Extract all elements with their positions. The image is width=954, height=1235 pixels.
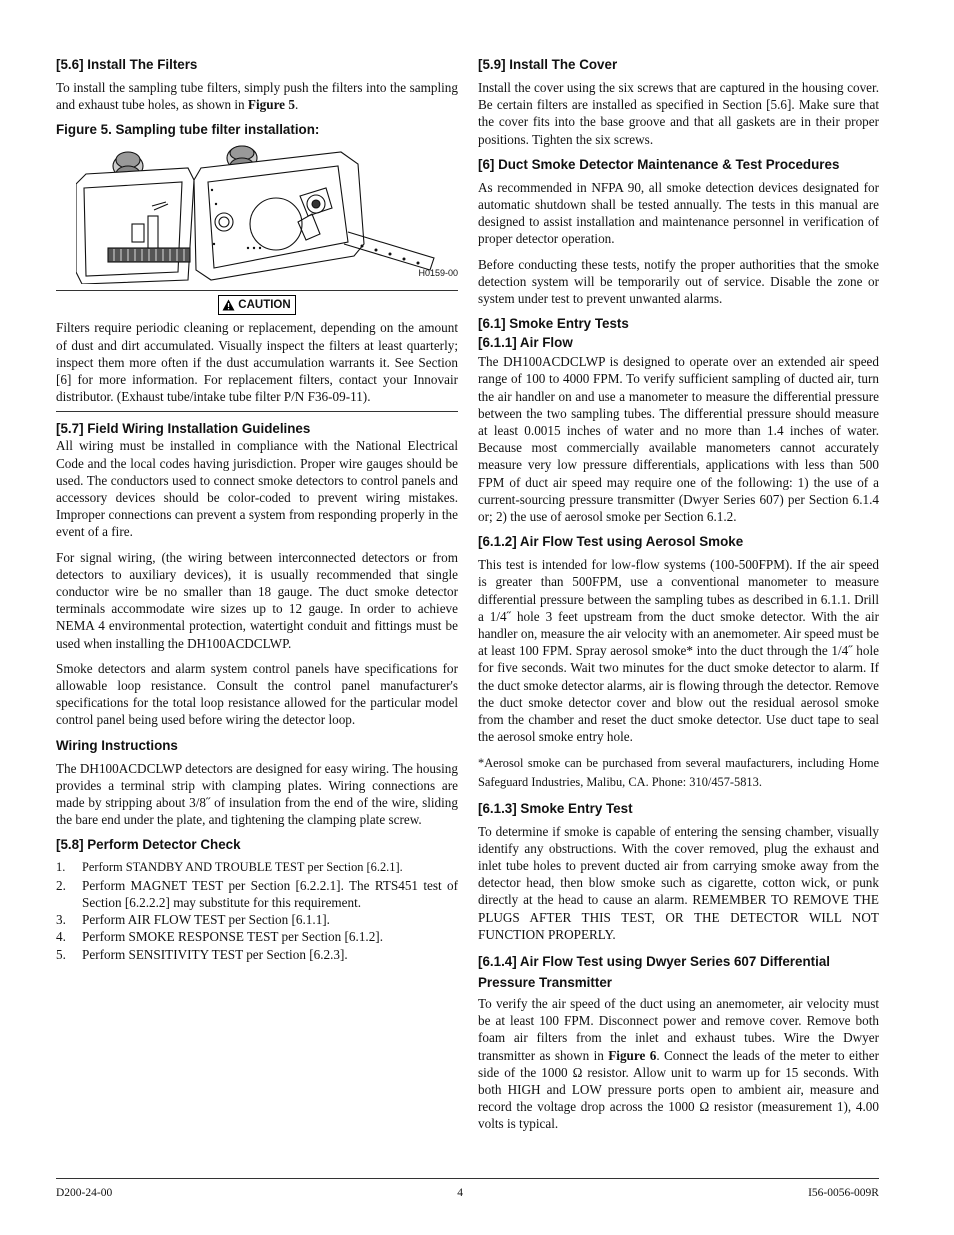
- right-column: [478, 56, 879, 1141]
- warning-triangle-icon: [222, 299, 235, 311]
- list-text: Perform MAGNET TEST per Section [6.2.2.1]. The RTS451 test of Section [6.2.2.2] may substitute for this requirement.: [82, 877, 458, 910]
- list-item: [56, 946, 458, 963]
- caution-bottom-divider: [56, 411, 458, 412]
- text-run: hole 3 feet upstream from the duct smoke detector. With the air handler on, measure the air velocity with an anemometer. Air speed must be at least 100 FPM. Spray aerosol smoke* into the duct through the: [478, 608, 880, 659]
- list-text: Perform STANDBY AND TROUBLE TEST per Section [6.2.1].: [82, 860, 403, 875]
- section-5-6-heading: [5.6] Install The Filters: [56, 57, 198, 72]
- fraction-quarter-inch: 1/4˝: [831, 643, 853, 659]
- section-5-9-text: Install the cover using the six screws that are captured in the housing cover. Be certain filters are installed as specified in Section [5.6]. Make sure that the cover fits into the base groove and that all gaskets are in their proper positions. Tighten the six screws.: [478, 80, 879, 147]
- section-6-heading: [6] Duct Smoke Detector Maintenance & Test Procedures: [478, 156, 840, 172]
- caution-text: Filters require periodic cleaning or replacement, depending on the amount of dust and dirt accumulated. Visually inspect the filters at least quarterly; inspect them more often if the dust accumulation warrants it. See Section [6] for more information. For replacement filters, contact your Innovair distributor. (Exhaust tube/intake tube filter P/N F36-09-11).: [56, 320, 458, 405]
- section-6-1-1-text: The DH100ACDCLWP is designed to operate over an extended air speed range of 100 to 4000 FPM. To verify sufficient sampling of ducted air, turn the air handler on and use a manometer to measure the differential pressure between the two sampling tubes. The differential pressure should measure at least 0.0015 inches of water and no more than 1.4 inches of water. Because most commercially available manometers cannot accurately measure very low pressure differentials, applications with less than 500 FPM of duct air speed may require one of the following: 1) the use of a current-sourcing pressure transmitter (Dwyer Series 607) per Section 6.1.4 or; 2) the use of aerosol smoke per Section 6.1.2.: [478, 354, 879, 525]
- section-6-paragraph-1: As recommended in NFPA 90, all smoke detection devices designated for automatic shutdown shall be tested annually. The tests in this manual are designed to assist installation and maintenance personnel in verification of proper detector operation.: [478, 179, 879, 247]
- list-number: 2.: [56, 877, 66, 893]
- text-run: hole for five seconds. Wait two minutes for the duct smoke detector to alarm. If the duct smoke detector alarms, air is flowing through the detector. Remove the duct smoke detector cover and blow out the residual aerosol smoke from the chamber and reset the duct smoke detector. Use duct tape to seal the aerosol smoke entry hole.: [478, 643, 879, 745]
- list-number: 1.: [56, 860, 66, 875]
- caution-header: [56, 291, 458, 319]
- text-run: To install the sampling tube filters, simply push the filters into the sampling and exhaust tube holes, as shown in: [56, 80, 458, 113]
- figure-5-reference: Figure 5: [247, 97, 295, 113]
- figure-code: H0159-00: [418, 268, 458, 279]
- fraction-quarter-inch: 1/4˝: [489, 608, 512, 624]
- list-text: Perform AIR FLOW TEST per Section [6.1.1].: [82, 912, 330, 928]
- figure-5-caption: Figure 5. Sampling tube filter installation:: [56, 122, 320, 138]
- caution-badge: [218, 295, 295, 315]
- text-run: To verify the air speed of the duct using an anemometer, air velocity must be at least 100 FPM. Disconnect power and remove cover. Remove both foam air filters from the inlet and exhaust tubes. Wire the Dwyer transmitter as shown in: [478, 995, 879, 1063]
- caution-label: CAUTION: [238, 299, 291, 312]
- section-5-7-paragraph-1: All wiring must be installed in compliance with the National Electrical Code and the local codes having jurisdiction. Proper wire gauges should be used. The conductors used to connect smoke detectors to control panels and accessory devices should be color-coded to prevent wiring mistakes. Improper connections can prevent a system from responding properly in the event of a fire.: [56, 438, 458, 540]
- page-footer: [56, 1178, 879, 1202]
- detector-check-list: [56, 859, 458, 962]
- text-run: . Connect the leads of the meter to either side of the 1000 Ω resistor. Allow unit to warm up for 15 seconds. With both HIGH and LOW pressure ports open to ambient air, measure and record the voltage drop across the 1000 Ω resistor (measurement 1), 4.00 volts is typical.: [478, 1047, 879, 1132]
- list-text: Perform SMOKE RESPONSE TEST per Section [6.1.2].: [82, 929, 383, 945]
- text-run: This test is intended for low-flow systems (100-500FPM). If the air speed is greater than 500FPM, use a conventional manometer to measure differential pressure between the sampling tubes as described in 6.1.1. Drill a: [478, 557, 879, 624]
- figure-6-reference: Figure 6: [608, 1047, 657, 1063]
- manual-number: I56-0056-009R: [808, 1187, 879, 1199]
- list-number: 5.: [56, 946, 66, 962]
- list-number: 3.: [56, 912, 66, 928]
- list-item: [56, 911, 458, 928]
- list-number: 4.: [56, 929, 66, 945]
- list-item: [56, 859, 458, 876]
- section-6-paragraph-2: Before conducting these tests, notify the proper authorities that the smoke detection system will be temporarily out of service. Disable the zone or system under test to prevent unwanted alarms.: [478, 256, 879, 307]
- text-run: The DH100ACDCLWP detectors are designed for easy wiring. The housing provides a terminal strip with clamping plates. Wiring connections are made by stripping about: [56, 760, 458, 811]
- section-5-9-heading: [5.9] Install The Cover: [478, 57, 618, 72]
- section-6-1-heading: [6.1] Smoke Entry Tests: [478, 316, 629, 332]
- section-6-1-3-text: To determine if smoke is capable of entering the sensing chamber, visually identify any obstructions. With the cover removed, plug the exhaust and inlet tube holes to prevent ducted air from carrying smoke away from the detector head, then blow smoke such as cigarette, cotton wick, or punk directly at the head to cause an alarm. REMEMBER TO REMOVE THE PLUGS AFTER THIS TEST, OR THE DETECTOR WILL NOT FUNCTION PROPERLY.: [478, 823, 879, 942]
- text-run: .: [294, 97, 299, 113]
- section-5-7-paragraph-3: Smoke detectors and alarm system control panels have specifications for allowable loop resistance. Consult the control panel manufacturer's specifications for the total loop resistance allowed for the particular model control panel being used before wiring the detector loop.: [56, 660, 458, 728]
- page-number: 4: [457, 1187, 464, 1199]
- list-text: Perform SENSITIVITY TEST per Section [6.2.3].: [82, 946, 348, 962]
- wiring-instructions-text: [56, 760, 458, 829]
- document-number: D200-24-00: [56, 1187, 113, 1199]
- fraction-three-eighths: 3/8˝: [189, 795, 211, 811]
- section-5-8-heading: [5.8] Perform Detector Check: [56, 837, 241, 853]
- section-5-6-text: [56, 79, 458, 113]
- aerosol-footnote: *Aerosol smoke can be purchased from several maufacturers, including Home Safeguard Industries, Malibu, CA. Phone: 310/457-5813.: [478, 755, 879, 789]
- section-6-1-2-text: [478, 556, 879, 745]
- section-5-7-heading: [5.7] Field Wiring Installation Guidelines: [56, 421, 311, 437]
- text-run: of insulation from the end of the wire, sliding the bare end under the plate, and tightening the clamping plate screw.: [56, 795, 458, 828]
- figure-5-illustration: [56, 144, 458, 284]
- section-6-1-2-heading: [6.1.2] Air Flow Test using Aerosol Smoke: [478, 534, 744, 550]
- section-6-1-4-heading: [6.1.4] Air Flow Test using Dwyer Series 607 Differential Pressure Transmitter: [478, 953, 830, 990]
- section-6-1-4-text: [478, 995, 879, 1133]
- section-6-1-1-heading: [6.1.1] Air Flow: [478, 335, 573, 351]
- detector-filter-drawing: [76, 144, 446, 284]
- wiring-instructions-heading: Wiring Instructions: [56, 737, 178, 753]
- list-item: [56, 877, 458, 911]
- section-5-7-paragraph-2: For signal wiring, (the wiring between interconnected detectors or from detectors to auxiliary devices), it is usually recommended that single conductor wire be no smaller than 18 gauge. The duct smoke detector terminals accommodate wire sizes up to 12 gauge. In order to achieve NEMA 4 environmental protection, watertight conduit and fittings must be used when installing the DH100ACDCLWP.: [56, 549, 458, 651]
- section-6-1-3-heading: [6.1.3] Smoke Entry Test: [478, 800, 633, 816]
- left-column: [56, 56, 458, 963]
- list-item: [56, 928, 458, 945]
